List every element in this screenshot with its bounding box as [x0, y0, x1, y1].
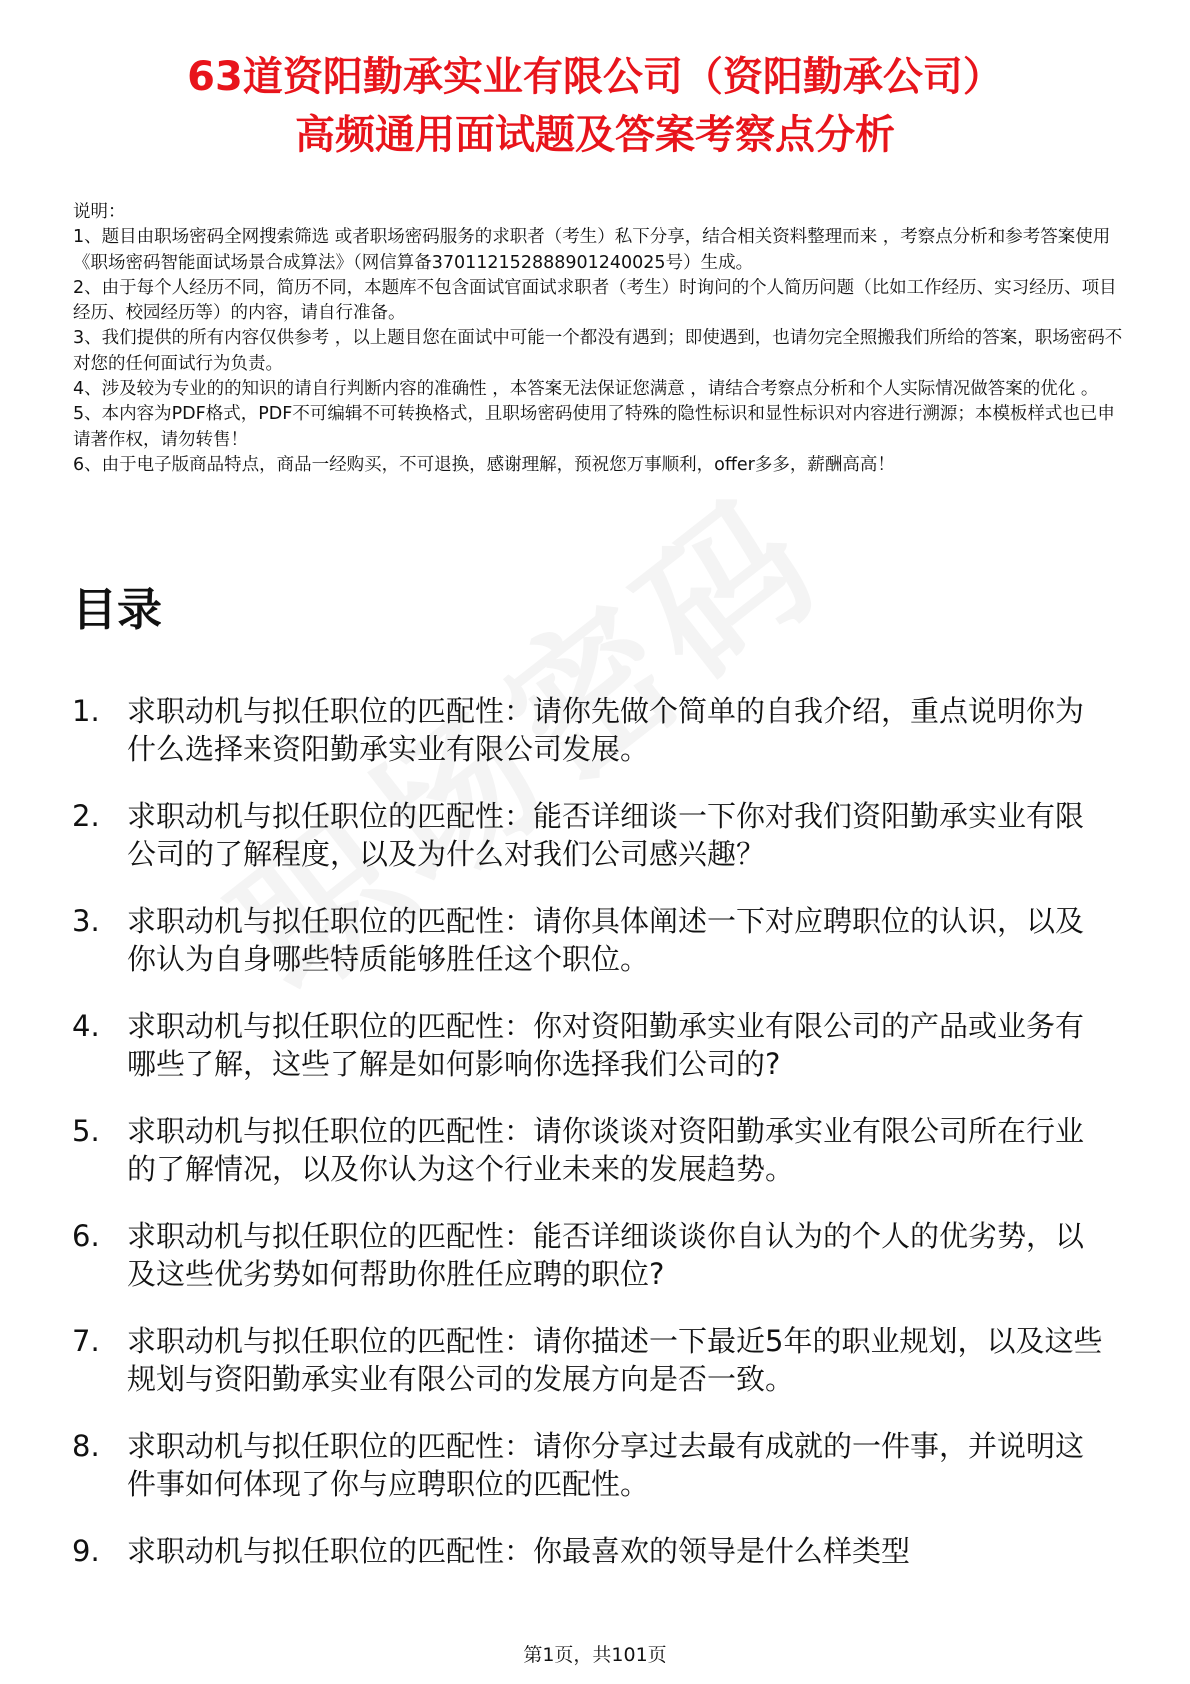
- toc-item[interactable]: [72, 1532, 1112, 1570]
- toc-item[interactable]: [72, 692, 1112, 768]
- document-title: [60, 48, 1130, 164]
- toc-item-text: 求职动机与拟任职位的匹配性：请你先做个简单的自我介绍，重点说明你为什么选择来资阳勤承实业有限公司发展。: [127, 694, 1085, 766]
- toc-item-number: 5.: [72, 1114, 100, 1148]
- page-footer: 第1页，共101页: [523, 1644, 667, 1666]
- toc-item-number: 3.: [72, 904, 100, 938]
- toc-item-number: 8.: [72, 1429, 100, 1463]
- toc-item[interactable]: [72, 1427, 1112, 1503]
- toc-heading: 目录: [72, 583, 163, 636]
- toc-item[interactable]: [72, 1322, 1112, 1398]
- table-of-contents: [72, 692, 1112, 1599]
- toc-item-text: 求职动机与拟任职位的匹配性：能否详细谈一下你对我们资阳勤承实业有限公司的了解程度，以及为什么对我们公司感兴趣？: [127, 799, 1085, 871]
- toc-item-text: 求职动机与拟任职位的匹配性：能否详细谈谈你自认为的个人的优劣势，以及这些优劣势如何帮助你胜任应聘的职位?: [127, 1219, 1085, 1291]
- toc-item-number: 2.: [72, 799, 100, 833]
- toc-item-number: 7.: [72, 1324, 100, 1358]
- note-item: 4、涉及较为专业的的知识的请自行判断内容的准确性 ，本答案无法保证您满意 ，请结合考察点分析和个人实际情况做答案的优化 。: [73, 379, 1099, 400]
- toc-item-number: 6.: [72, 1219, 100, 1253]
- toc-item-number: 4.: [72, 1009, 100, 1043]
- note-item: 2、由于每个人经历不同，简历不同，本题库不包含面试官面试求职者（考生）时询问的个人简历问题（比如工作经历、实习经历、项目经历、校园经历等）的内容，请自行准备。: [73, 277, 1117, 324]
- toc-item[interactable]: [72, 1112, 1112, 1188]
- toc-item[interactable]: [72, 797, 1112, 873]
- note-item: 3、我们提供的所有内容仅供参考 ，以上题目您在面试中可能一个都没有遇到；即使遇到，也请勿完全照搬我们所给的答案，职场密码不对您的任何面试行为负责。: [73, 328, 1123, 374]
- toc-item-number: 1.: [72, 694, 100, 728]
- toc-item-text: 求职动机与拟任职位的匹配性：请你分享过去最有成就的一件事，并说明这件事如何体现了你与应聘职位的匹配性。: [127, 1429, 1085, 1501]
- notes-heading: 说明：: [73, 202, 126, 222]
- toc-item-text: 求职动机与拟任职位的匹配性：请你具体阐述一下对应聘职位的认识，以及你认为自身哪些特质能够胜任这个职位。: [127, 904, 1085, 976]
- toc-item-text: 求职动机与拟任职位的匹配性：你对资阳勤承实业有限公司的产品或业务有哪些了解，这些了解是如何影响你选择我们公司的?: [127, 1009, 1085, 1081]
- notes-section: [73, 200, 1130, 478]
- note-item: 6、由于电子版商品特点，商品一经购买，不可退换，感谢理解，预祝您万事顺利，offer多多，薪酬高高！: [73, 454, 895, 475]
- title-line-1: 63道资阳勤承实业有限公司（资阳勤承公司）: [187, 54, 1003, 100]
- title-line-2: 高频通用面试题及答案考察点分析: [295, 112, 895, 158]
- toc-item[interactable]: [72, 1007, 1112, 1083]
- toc-item-text: 求职动机与拟任职位的匹配性：请你描述一下最近5年的职业规划，以及这些规划与资阳勤承实业有限公司的发展方向是否一致。: [127, 1324, 1103, 1396]
- toc-item-number: 9.: [72, 1534, 100, 1568]
- note-item: 5、本内容为PDF格式，PDF不可编辑不可转换格式，且职场密码使用了特殊的隐性标识和显性标识对内容进行溯源；本模板样式也已申请著作权，请勿转售！: [73, 404, 1115, 450]
- toc-item-text: 求职动机与拟任职位的匹配性：你最喜欢的领导是什么样类型: [127, 1534, 911, 1568]
- toc-item-text: 求职动机与拟任职位的匹配性：请你谈谈对资阳勤承实业有限公司所在行业的了解情况，以及你认为这个行业未来的发展趋势。: [127, 1114, 1085, 1186]
- toc-item[interactable]: [72, 1217, 1112, 1293]
- note-item: 1、题目由职场密码全网搜索筛选 或者职场密码服务的求职者（考生）私下分享，结合相关资料整理而来 ，考察点分析和参考答案使用《职场密码智能面试场景合成算法》（网信算备370112152888901240025号）生成。: [73, 227, 1111, 273]
- toc-item[interactable]: [72, 902, 1112, 978]
